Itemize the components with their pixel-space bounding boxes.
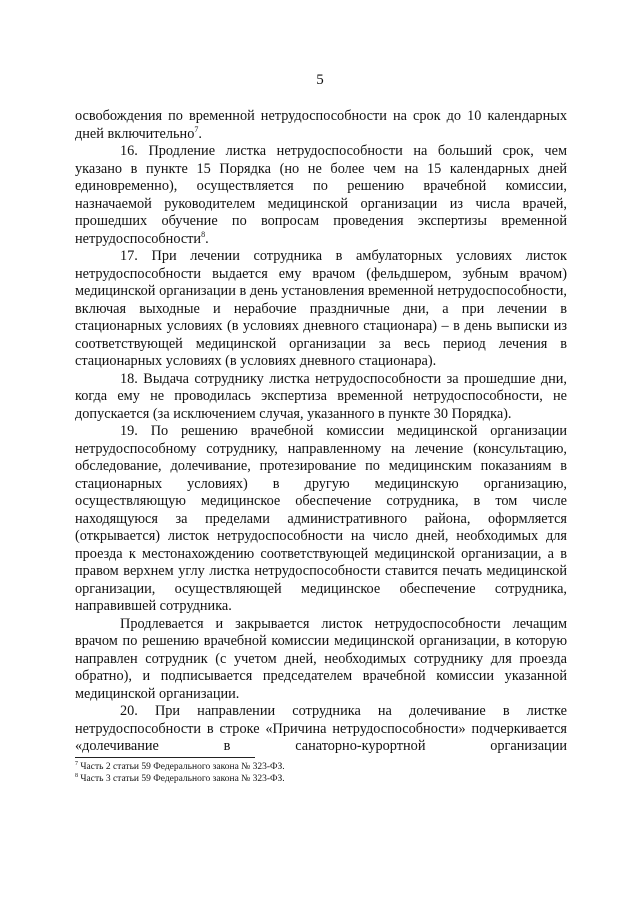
- document-body: [75, 108, 567, 756]
- footnote-8: $^8$ Часть 3 статьи 59 Федерального закона № 323-ФЗ.: [75, 772, 285, 784]
- paragraph-18: 18. Выдача сотруднику листка нетрудоспособности за прошедшие дни, когда ему не проводилась экспертиза временной нетрудоспособности, не допускается (за исключением случая, указанного в пункте 30 Порядка).: [75, 370, 567, 422]
- paragraph-20: 20. При направлении сотрудника на долечивание в листке нетрудоспособности в строке «Причина нетрудоспособности» подчеркивается «долечивание в санаторно-курортной организации: [75, 703, 567, 754]
- paragraph-continuation: освобождения по временной нетрудоспособности на срок до 10 календарных дней включительно$^7$.: [75, 108, 567, 142]
- footnote-7: $^7$ Часть 2 статьи 59 Федерального закона № 323-ФЗ.: [75, 760, 285, 772]
- paragraph-19-continued: Продлевается и закрывается листок нетрудоспособности лечащим врачом по решению врачебной комиссии медицинской организации, в которую направлен сотрудник (с учетом дней, необходимых сотруднику для проезда обратно), и подписывается председателем врачебной комиссии указанной медицинской организации.: [75, 615, 567, 702]
- paragraph-16: 16. Продление листка нетрудоспособности на больший срок, чем указано в пункте 15 Порядка (но не более чем на 15 календарных дней единовременно), осуществляется по решению врачебной комиссии, назначаемой руководителем медицинской организации из числа врачей, прошедших обучение по вопросам проведения экспертизы временной нетрудоспособности$^8$.: [75, 143, 567, 247]
- paragraph-19: 19. По решению врачебной комиссии медицинской организации нетрудоспособному сотруднику, направленному на лечение (консультацию, обследование, долечивание, протезирование по медицинским показаниям в стационарных условиях) в другую медицинскую организацию, осуществляющую медицинское обеспечение сотрудника, в том числе находящуюся за пределами административного района, оформляется (открывается) листок нетрудоспособности на число дней, необходимых для проезда к местонахождению соответствующей медицинской организации, а в правом верхнем углу листка нетрудоспособности ставится печать медицинской организации, осуществляющей медицинское обеспечение сотрудника, направившей сотрудника.: [75, 423, 567, 614]
- page-number: 5: [316, 72, 324, 88]
- paragraph-17: 17. При лечении сотрудника в амбулаторных условиях листок нетрудоспособности выдается ему врачом (фельдшером, зубным врачом) медицинской организации в день установления временной нетрудоспособности, включая выходные и нерабочие праздничные дни, а при лечении в стационарных условиях (в условиях дневного стационара) – в день выписки из соответствующей медицинской организации за весь период лечения в стационарных условиях (в условиях дневного стационара).: [75, 248, 567, 369]
- footnotes: [75, 761, 475, 785]
- footnote-ref-7[interactable]: 7: [194, 124, 199, 134]
- footnote-ref-8[interactable]: 8: [201, 229, 206, 239]
- footnote-divider: [75, 757, 255, 758]
